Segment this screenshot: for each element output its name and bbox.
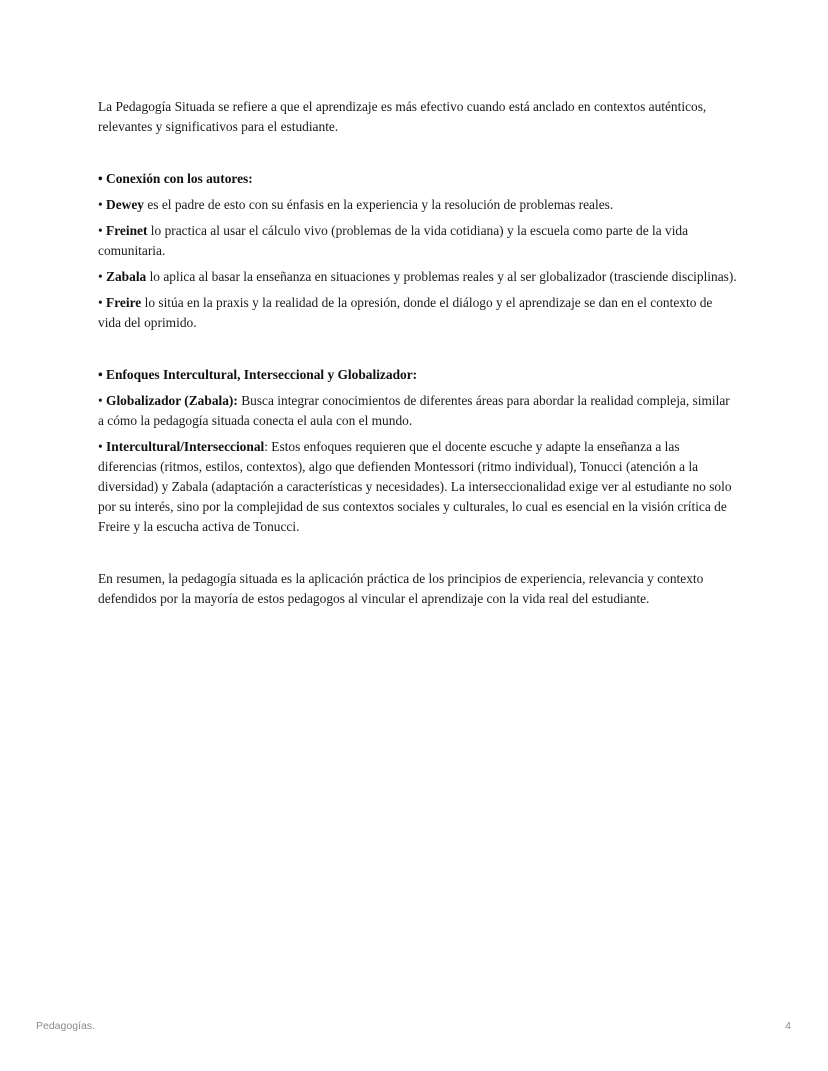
section-heading-approaches-text: • Enfoques Intercultural, Interseccional y Globalizador: [98, 367, 418, 382]
section-heading-authors-text: • Conexión con los autores: [98, 171, 253, 186]
approach-name: Globalizador (Zabala): [106, 393, 238, 408]
list-item-zabala [98, 267, 738, 287]
page-number: 4 [785, 1020, 791, 1032]
document-body [98, 97, 738, 615]
section-spacer [98, 339, 738, 365]
item-text: lo practica al usar el cálculo vivo (problemas de la vida cotidiana) y la escuela como parte de la vida comunitaria. [98, 223, 689, 258]
bullet: • [98, 197, 107, 212]
list-item-dewey [98, 195, 738, 215]
author-name: Zabala [106, 269, 147, 284]
author-name: Dewey [106, 197, 144, 212]
intro-paragraph: La Pedagogía Situada se refiere a que el aprendizaje es más efectivo cuando está anclado en contextos auténticos, relevantes y significativos para el estudiante. [98, 99, 707, 134]
conclusion-paragraph: En resumen, la pedagogía situada es la aplicación práctica de los principios de experiencia, relevancia y contexto defendidos por la mayoría de estos pedagogos al vincular el aprendizaje con la vida real del estudiante. [98, 571, 704, 606]
bullet: • [98, 393, 107, 408]
item-text: : Estos enfoques requieren que el docente escuche y adapte la enseñanza a las diferencias (ritmos, estilos, contextos), algo que defienden Montessori (ritmo individual), Tonucci (atención a la diversidad) y Zabala (adaptación a características y necesidades). La interseccionalidad exige ver al estudiante no solo por su interés, sino por la complejidad de sus contextos sociales y culturales, lo cual es esencial en la visión crítica de Freire y la escucha activa de Tonucci. [98, 439, 732, 534]
footer-title: Pedagogías. [36, 1020, 95, 1032]
author-name: Freinet [106, 223, 148, 238]
approach-name: Intercultural/Interseccional [106, 439, 265, 454]
section-spacer [98, 543, 738, 569]
list-item-freire [98, 293, 738, 333]
bullet: • [98, 295, 107, 310]
section-spacer [98, 143, 738, 169]
bullet: • [98, 439, 107, 454]
item-text: es el padre de esto con su énfasis en la experiencia y la resolución de problemas reales. [143, 197, 614, 212]
item-text: Busca integrar conocimientos de diferentes áreas para abordar la realidad compleja, similar a cómo la pedagogía situada conecta el aula con el mundo. [98, 393, 730, 428]
section-heading-authors [98, 169, 738, 189]
bullet: • [98, 223, 107, 238]
bullet: • [98, 269, 107, 284]
item-text: lo sitúa en la praxis y la realidad de la opresión, donde el diálogo y el aprendizaje se dan en el contexto de vida del oprimido. [98, 295, 713, 330]
list-item-intercultural [98, 437, 738, 537]
item-text: lo aplica al basar la enseñanza en situaciones y problemas reales y al ser globalizador (trasciende disciplinas). [146, 269, 737, 284]
section-heading-approaches [98, 365, 738, 385]
author-name: Freire [106, 295, 142, 310]
list-item-freinet [98, 221, 738, 261]
list-item-globalizador [98, 391, 738, 431]
